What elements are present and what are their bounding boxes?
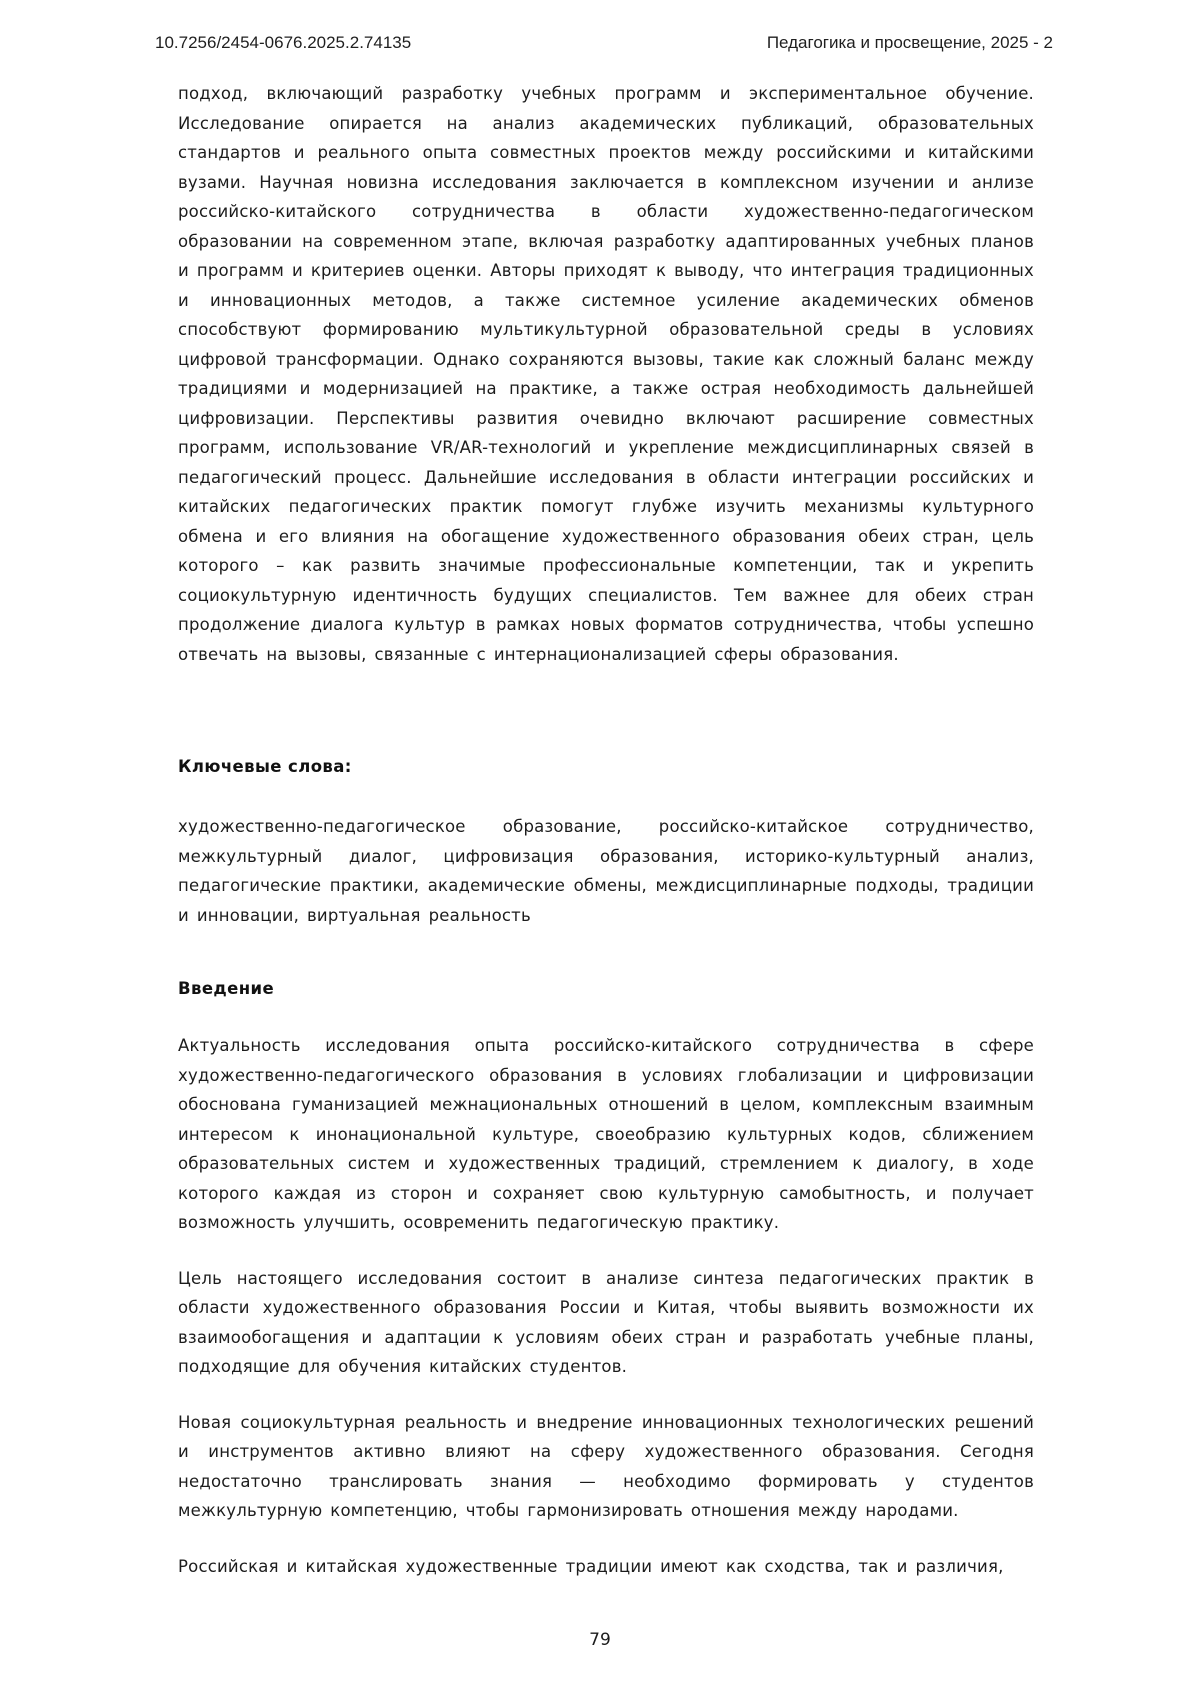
introduction-paragraph-1: Актуальность исследования опыта российско-китайского сотрудничества в сфере художественно-педагогического образования в условиях глобализации и цифровизации обоснована гуманизацией межнациональных отношений в целом, комплексным взаимным интересом к инонациональной культуре, своеобразию культурных кодов, сближением образовательных систем и художественных традиций, стремлением к диалогу, в ходе которого каждая из сторон и сохраняет свою культурную самобытность, и получает возможность улучшить, осовременить педагогическую практику. — [178, 1036, 1034, 1232]
journal-title: Педагогика и просвещение, 2025 - 2 — [766, 33, 1053, 52]
page-number: 79 — [589, 1630, 611, 1650]
page-footer — [0, 1630, 1200, 1650]
introduction-heading: Введение — [178, 979, 275, 998]
page-content — [178, 79, 1034, 1581]
keywords-paragraph: художественно-педагогическое образование, российско-китайское сотрудничество, межкультурный диалог, цифровизация образования, историко-культурный анализ, педагогические практики, академические обмены, междисциплинарные подходы, традиции и инновации, виртуальная реальность — [178, 817, 1034, 925]
introduction-paragraph-3: Новая социокультурная реальность и внедрение инновационных технологических решений и инструментов активно влияют на сферу художественного образования. Сегодня недостаточно транслировать знания — необходимо формировать у студентов межкультурную компетенцию, чтобы гармонизировать отношения между народами. — [178, 1412, 1034, 1520]
keywords-heading: Ключевые слова: — [178, 757, 352, 776]
abstract-paragraph: подход, включающий разработку учебных программ и экспериментальное обучение. Исследование опирается на анализ академических публикаций, образовательных стандартов и реального опыта совместных проектов между российскими и китайскими вузами. Научная новизна исследования заключается в комплексном изучении и анлизе российско-китайского сотрудничества в области художественно-педагогическом образовании на современном этапе, включая разработку адаптированных учебных планов и программ и критериев оценки. Авторы приходят к выводу, что интеграция традиционных и инновационных методов, а также системное усиление академических обменов способствуют формированию мультикультурной образовательной среды в условиях цифровой трансформации. Однако сохраняются вызовы, такие как сложный баланс между традициями и модернизацией на практике, а также острая необходимость дальнейшей цифровизации. Перспективы развития очевидно включают расширение совместных программ, использование VR/AR-технологий и укрепление междисциплинарных связей в педагогический процесс. Дальнейшие исследования в области интеграции российских и китайских педагогических практик помогут глубже изучить механизмы культурного обмена и его влияния на обогащение художественного образования обеих стран, цель которого – как развить значимые профессиональные компетенции, так и укрепить социокультурную идентичность будущих специалистов. Тем важнее для обеих стран продолжение диалога культур в рамках новых форматов сотрудничества, чтобы успешно отвечать на вызовы, связанные с интернационализацией сферы образования. — [178, 84, 1034, 664]
doi-text: 10.7256/2454-0676.2025.2.74135 — [155, 33, 412, 52]
introduction-paragraph-4: Российская и китайская художественные традиции имеют как сходства, так и различия, — [178, 1556, 1004, 1576]
page-header — [155, 33, 1053, 53]
introduction-paragraph-2: Цель настоящего исследования состоит в анализе синтеза педагогических практик в области художественного образования России и Китая, чтобы выявить возможности их взаимообогащения и адаптации к условиям обеих стран и разработать учебные планы, подходящие для обучения китайских студентов. — [178, 1268, 1034, 1376]
